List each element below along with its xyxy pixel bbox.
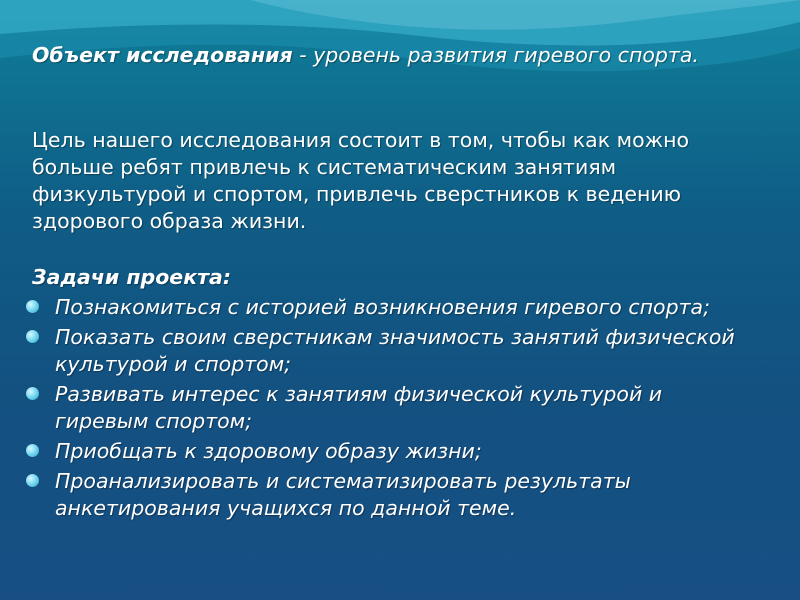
research-object-text: - уровень развития гиревого спорта. — [292, 43, 699, 67]
task-text: Приобщать к здоровому образу жизни; — [55, 439, 482, 463]
list-item — [22, 438, 752, 465]
tasks-heading: Задачи проекта: — [32, 265, 232, 289]
task-text: Познакомиться с историей возникновения гиревого спорта; — [55, 295, 710, 319]
list-item — [22, 324, 752, 378]
research-goal-paragraph: Цель нашего исследования состоит в том, чтобы как можно больше ребят привлечь к систематическим занятиям физкультурой и спортом, привлечь сверстников к ведению здорового образа жизни. — [32, 128, 690, 233]
bullet-icon — [26, 330, 39, 343]
bullet-icon — [26, 300, 39, 313]
bullet-icon — [26, 474, 39, 487]
tasks-list — [22, 294, 752, 525]
task-text: Показать своим сверстникам значимость занятий физической культурой и спортом; — [55, 325, 735, 376]
task-text: Развивать интерес к занятиям физической культурой и гиревым спортом; — [55, 382, 663, 433]
research-object-label: Объект исследования — [32, 43, 293, 67]
list-item — [22, 468, 752, 522]
research-object-paragraph — [32, 42, 732, 69]
task-text: Проанализировать и систематизировать результаты анкетирования учащихся по данной теме. — [55, 469, 631, 520]
bullet-icon — [26, 444, 39, 457]
list-item — [22, 381, 752, 435]
bullet-icon — [26, 387, 39, 400]
list-item — [22, 294, 752, 321]
